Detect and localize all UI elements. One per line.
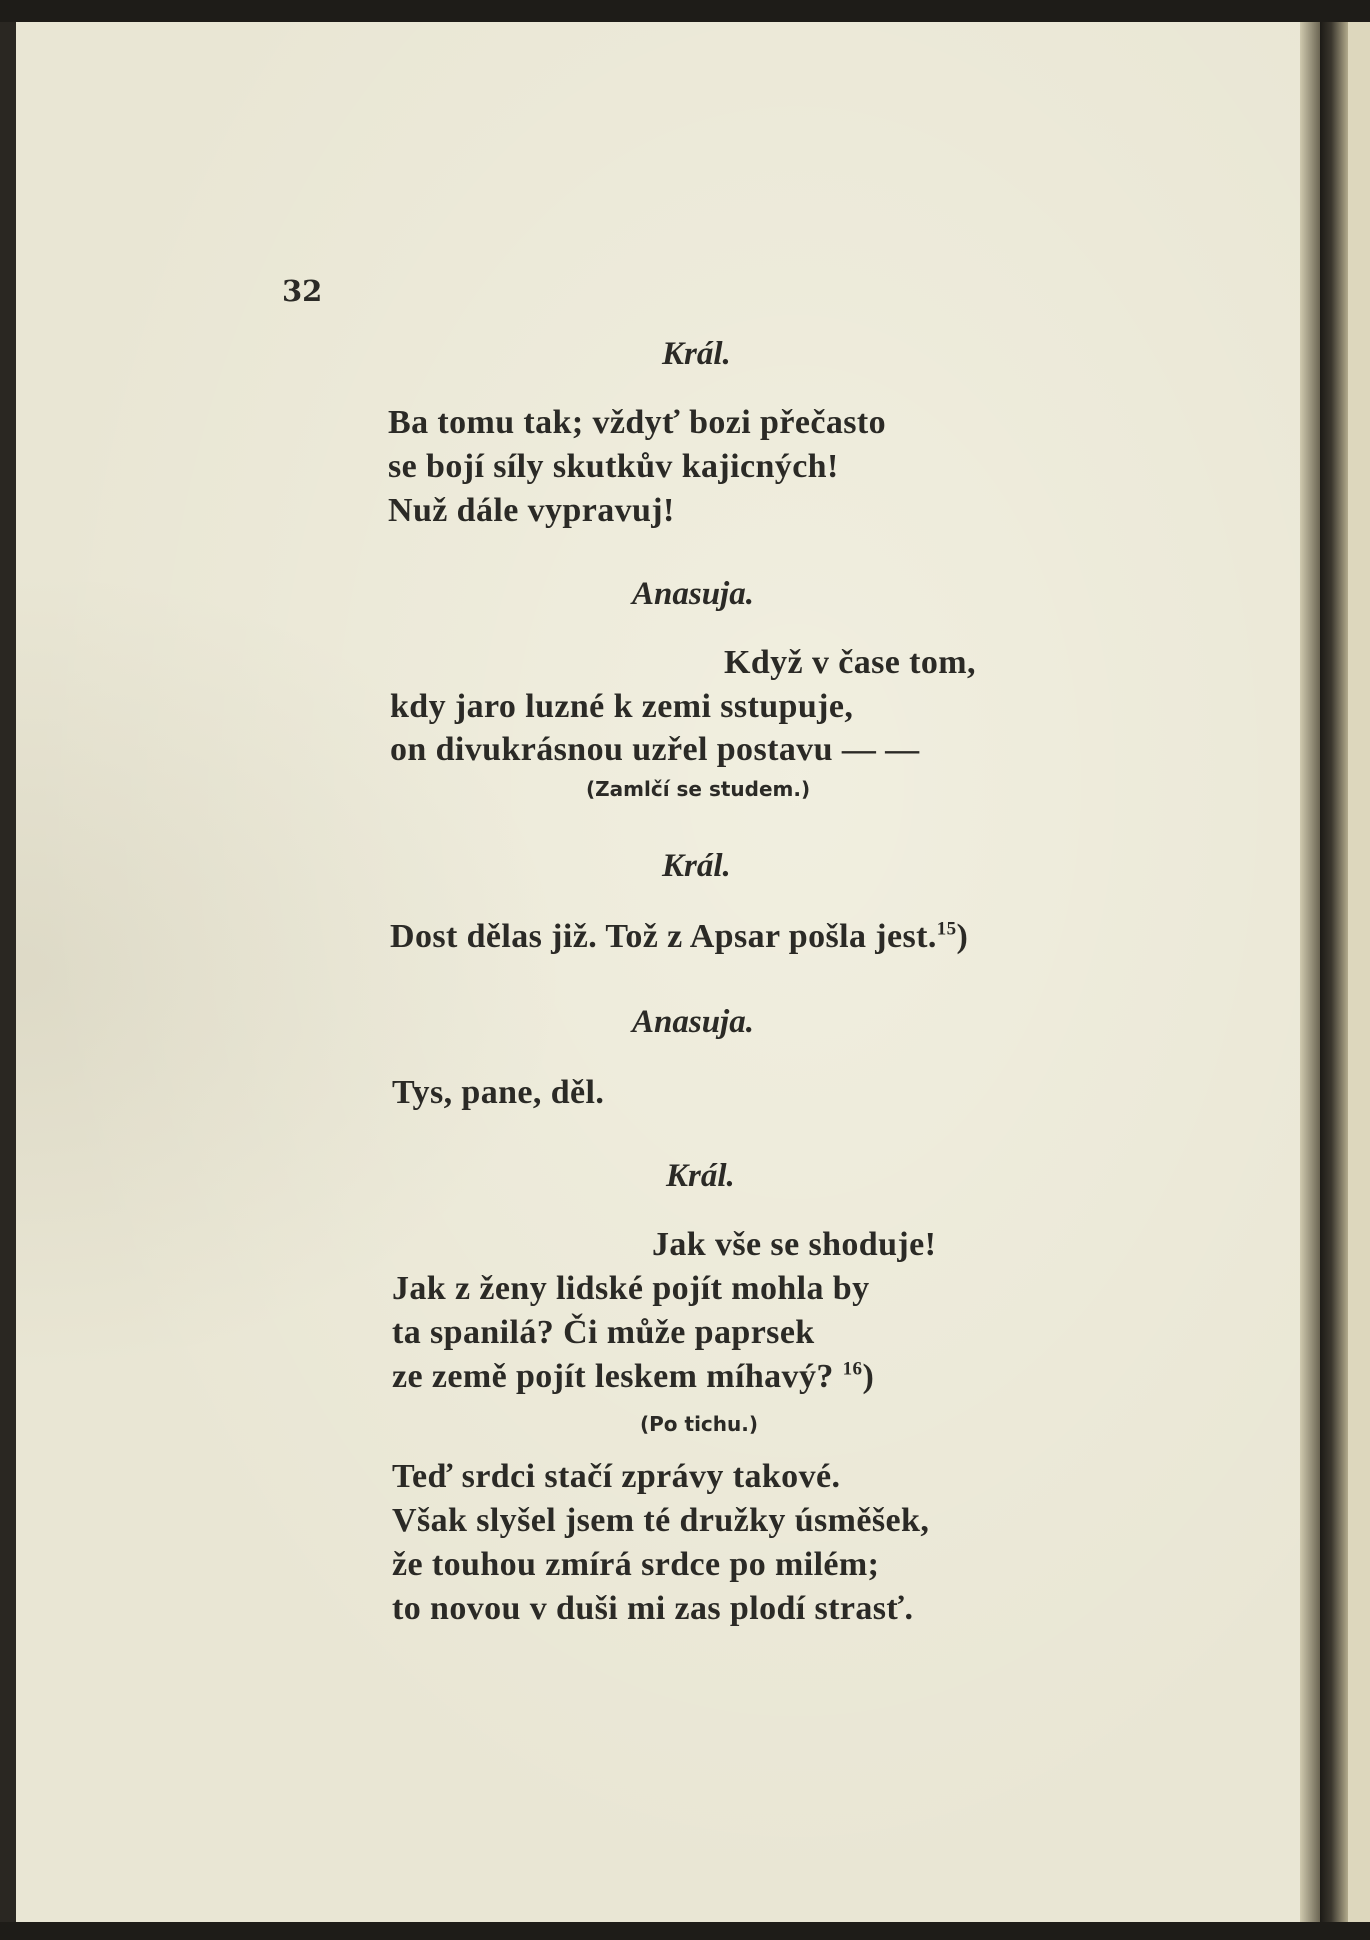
page-edge-shadow <box>1300 22 1320 1922</box>
verse-line: Nuž dále vypravuj! <box>388 492 675 529</box>
verse-line: Jak z ženy lidské pojít mohla by <box>392 1270 870 1307</box>
verse-line: to novou v duši mi zas plodí strasť. <box>392 1590 914 1627</box>
verse-line: že touhou zmírá srdce po milém; <box>392 1546 880 1583</box>
speaker-name: Anasuja. <box>632 1004 754 1040</box>
footnote-ref: 16 <box>842 1358 863 1380</box>
verse-line-with-footnote <box>392 1358 874 1396</box>
book-page <box>16 22 1316 1922</box>
verse-line: on divukrásnou uzřel postavu — — <box>390 731 920 768</box>
verse-line: Teď srdci stačí zprávy takové. <box>392 1458 841 1495</box>
speaker-name: Král. <box>662 848 731 884</box>
verse-line: kdy jaro luzné k zemi sstupuje, <box>390 688 854 725</box>
verse-line: Však slyšel jsem té družky úsměšek, <box>392 1502 930 1539</box>
stage-direction: (Po tichu.) <box>640 1412 758 1436</box>
verse-line: Ba tomu tak; vždyť bozi přečasto <box>388 404 886 441</box>
verse-line: Když v čase tom, <box>724 644 976 681</box>
speaker-name: Anasuja. <box>632 576 754 612</box>
footnote-ref: 15 <box>936 918 957 940</box>
scan-border-bottom <box>0 1922 1370 1940</box>
speaker-name: Král. <box>662 336 731 372</box>
verse-text: ze země pojít leskem míhavý? <box>392 1358 834 1395</box>
speaker-name: Král. <box>666 1158 735 1194</box>
scan-border-top <box>0 0 1370 22</box>
stage-direction: (Zamlčí se studem.) <box>586 777 811 801</box>
verse-line-with-footnote <box>390 918 968 956</box>
verse-line: Jak vše se shoduje! <box>652 1226 937 1263</box>
footnote-close: ) <box>956 918 969 955</box>
next-page-edge <box>1348 22 1370 1922</box>
verse-line: ta spanilá? Či může paprsek <box>392 1314 815 1351</box>
binding-edge <box>1320 22 1348 1922</box>
footnote-close: ) <box>862 1358 875 1395</box>
verse-line: se bojí síly skutkův kajicných! <box>388 448 839 485</box>
verse-line: Tys, pane, děl. <box>392 1074 605 1111</box>
page-number: 32 <box>282 274 323 308</box>
verse-text: Dost dělas již. Tož z Apsar pošla jest. <box>390 918 937 955</box>
